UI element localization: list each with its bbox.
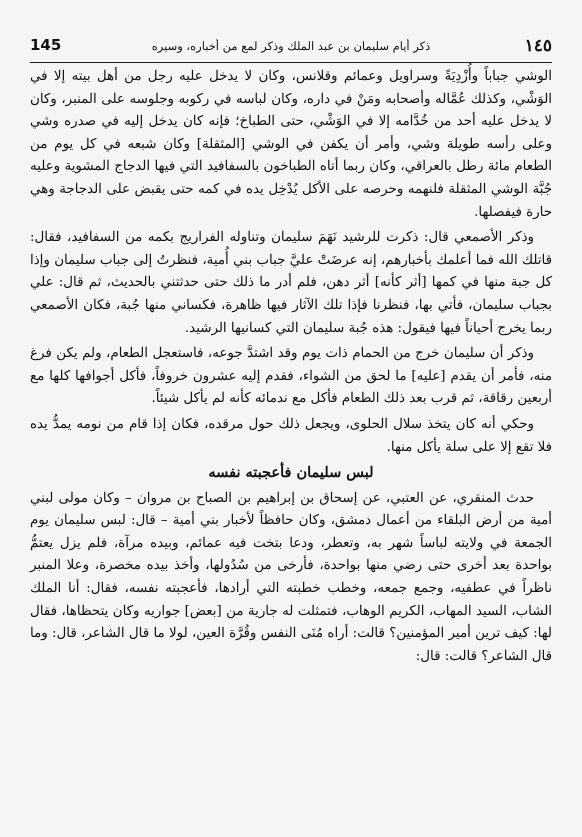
section-heading: لبس سليمان فأعجبته نفسه <box>208 464 374 482</box>
page-body <box>30 66 552 668</box>
header-rule <box>30 62 552 63</box>
page-number-arabic: ١٤٥ <box>524 36 552 56</box>
paragraph: حدث المنقري، عن العتبي، عن إسحاق بن إبراهيم بن الصباح بن مروان – وكان مولى لبني أمية من أرض البلقاء من أعمال دمشق، وكان حافظاً لأخبار بني أمية – قال: لبس سليمان يوم الجمعة في ولايته لباساً شهر به، وتعطر، ودعا بتخت فيه عمائم، وبيده مرآة، فلم يزل يعتمُّ بواحدة بعد أخرى حتى رضي منها بواحدة، فأرخى من سُدُولها، وأخذ بيده مخصرة، وعلا المنبر ناظراً في عطفيه، وجمع جمعه، وخطب خطبته التي أرادها، فأعجبته نفسه، فقال: أنا الملك الشاب، السيد المهاب، الكريم الوهاب، فتمثلت له جارية من [بعض] جواريه وكان يتحظاها، فقال لها: كيف ترين أمير المؤمنين؟ قالت: أراه مُنَى النفس وقُرَّة العين، لولا ما قال الشاعر، قال: وما قال الشاعر؟ قالت: قال: <box>30 490 552 664</box>
page-number-latin: 145 <box>30 36 62 54</box>
running-header <box>30 36 552 62</box>
paragraph: وحكي أنه كان يتخذ سلال الحلوى، ويجعل ذلك حول مرقده، فكان إذا قام من نومه يمدُّ يده فلا تقع إلا على سلة يأكل منها. <box>30 416 552 455</box>
paragraph: الوشي جباباً وأُزْدِيَةً وسراويل وعمائم وقلانس، وكان لا يدخل عليه رجل من أهل بيته إلا في الوَشْي، وكذلك عُمَّاله وأصحابه ومَنْ في داره، وكان لباسه في ركوبه وجلوسه على المنبر، وكان لا يدخل عليه أحد من خُدَّامه إلا في الوَشْي، حتى الطباخ؛ فإنه كان يدخل إليه في صدره وشي وعلى رأسه طويلة وشي، وأمر أن يكفن في الوشي [المثقلة] وكان شبعه في كل يوم من الطعام مائة رطل بالعراقي، وكان ربما أتاه الطباخون بالسفافيد التي فيها الدجاج المشوية وعليه جُبَّة الوشي المثقلة فلنهمه وحرصه على الأكل يُدْخِل يده في كمه حتى يقبض على الدجاجة وهي حارة فيفصلها. <box>30 69 552 220</box>
paragraph: وذكر الأصمعي قال: ذكرت للرشيد نَهَمَ سليمان وتناوله الفراريج بكمه من السفافيد، فقال: قاتلك الله فما أعلمك بأخبارهم، إنه عرضَتْ عليَّ جباب بني أُمية، فنظرتُ إلى جباب سليمان وإذا كل جبة منها في كمها [أثر كأنه] أثر دهن، فلم أدر ما ذلك حتى حدثتني بالحديث، ثم قال: علي بجباب سليمان، فأتي بها، فنظرنا فإذا تلك الآثار فيها ظاهرة، فكساني منها جُبة، فكان الأصمعي ربما يخرج أحياناً فيها فيقول: هذه جُبة سليمان التي كسانيها الرشيد. <box>30 230 552 336</box>
running-title: ذكر أيام سليمان بن عبد الملك وذكر لمع من أخباره، وسيره <box>151 39 431 53</box>
paragraph: وذكر أن سليمان خرج من الحمام ذات يوم وقد اشتدَّ جوعه، فاستعجل الطعام، ولم يكن فرغ منه، فأمر أن يقدم [عليه] ما لحق من الشواء، فقدم إليه عشرون خروفاً، فأكل أجوافها كلها مع أربعين رقاقة، ثم قرب بعد ذلك الطعام فأكل مع ندمائه كأنه لم يأكل شيئاً. <box>30 346 552 407</box>
